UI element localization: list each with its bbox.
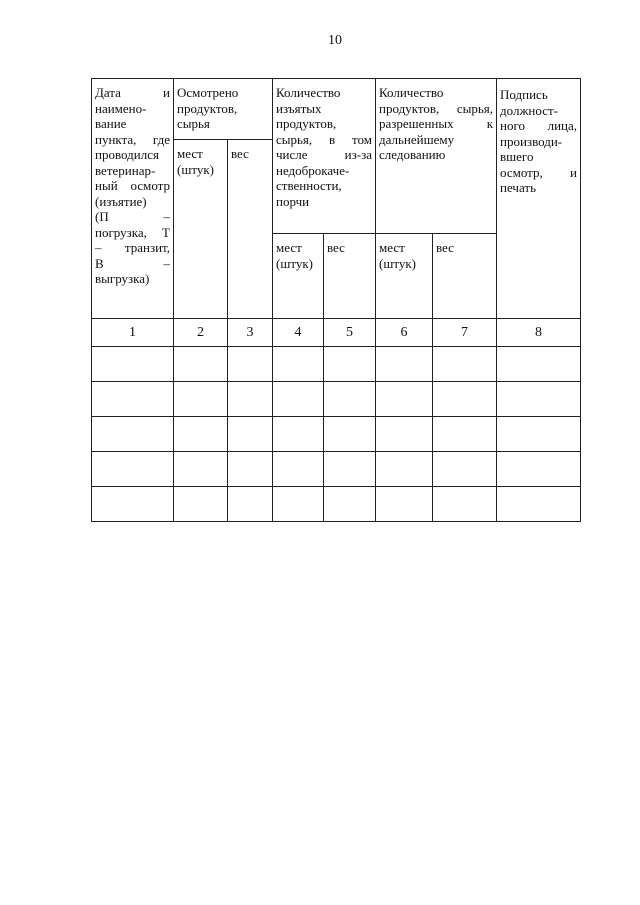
inspection-table — [91, 78, 581, 522]
header-date-place-line: (изъятие) — [95, 193, 147, 209]
column-number: 5 — [324, 319, 376, 347]
table-cell — [174, 347, 228, 382]
column-number: 6 — [376, 319, 433, 347]
page-number: 10 — [328, 33, 342, 48]
header-date-place-line: – транзит, — [95, 240, 170, 255]
header-inspected-weight: вес — [228, 140, 273, 319]
table-cell — [497, 347, 581, 382]
table-cell — [92, 452, 174, 487]
header-inspected-places: мест (штук) — [174, 140, 228, 319]
table-cell — [433, 452, 497, 487]
table-cell — [497, 452, 581, 487]
table-cell — [228, 347, 273, 382]
header-allowed-places: мест (штук) — [376, 234, 433, 319]
column-number: 1 — [92, 319, 174, 347]
header-allowed-weight: вес — [433, 234, 497, 319]
header-date-place-line: пункта, где — [95, 131, 170, 147]
header-seized-places: мест (штук) — [273, 234, 324, 319]
table-cell — [92, 347, 174, 382]
header-seized-weight: вес — [324, 234, 376, 319]
column-number: 7 — [433, 319, 497, 347]
header-date-place-line: В – — [95, 255, 170, 271]
table-cell — [273, 347, 324, 382]
table-row — [92, 382, 581, 417]
table-cell — [433, 487, 497, 522]
table-cell — [324, 382, 376, 417]
table-cell — [174, 452, 228, 487]
header-allowed: Количество продуктов, сырья, разрешенных к дальнейшему следованию — [376, 79, 497, 234]
header-signature: Подпись должност-ного лица, производи-вшего осмотр, и печать — [497, 79, 581, 319]
table-row — [92, 487, 581, 522]
table-cell — [376, 382, 433, 417]
table-cell — [376, 417, 433, 452]
column-number: 2 — [174, 319, 228, 347]
table-row — [92, 452, 581, 487]
header-date-place-text — [95, 85, 170, 287]
table-cell — [273, 487, 324, 522]
table-cell — [376, 452, 433, 487]
table-cell — [92, 487, 174, 522]
table-cell — [324, 347, 376, 382]
table-row — [92, 347, 581, 382]
table-cell — [497, 382, 581, 417]
header-date-place-line: Дата и — [95, 85, 170, 100]
table-cell — [273, 417, 324, 452]
column-number: 4 — [273, 319, 324, 347]
table-cell — [273, 452, 324, 487]
header-date-place-line: ный осмотр — [95, 178, 170, 193]
header-row-top — [92, 79, 581, 140]
table-cell — [433, 347, 497, 382]
table-cell — [433, 417, 497, 452]
table-cell — [324, 452, 376, 487]
header-inspected: Осмотрено продуктов, сырья — [174, 79, 273, 140]
table-cell — [497, 487, 581, 522]
column-number: 3 — [228, 319, 273, 347]
table-cell — [324, 417, 376, 452]
table-cell — [228, 382, 273, 417]
header-date-place — [92, 79, 174, 319]
header-date-place-line: (П – — [95, 209, 170, 224]
header-date-place-line: проводился — [95, 147, 159, 162]
header-date-place-line: вание — [95, 116, 127, 131]
column-number-row — [92, 319, 581, 347]
header-seized: Количество изъятых продуктов, сырья, в том числе из-за недоброкаче-ственности, порчи — [273, 79, 376, 234]
table-cell — [324, 487, 376, 522]
header-date-place-line: наимено- — [95, 100, 147, 116]
table-row — [92, 417, 581, 452]
table-cell — [228, 487, 273, 522]
table-cell — [376, 347, 433, 382]
table-cell — [376, 487, 433, 522]
column-number: 8 — [497, 319, 581, 347]
table-cell — [174, 487, 228, 522]
table-cell — [228, 452, 273, 487]
header-date-place-line: выгрузка) — [95, 271, 150, 286]
table-cell — [497, 417, 581, 452]
table-cell — [92, 382, 174, 417]
header-date-place-line: ветеринар- — [95, 162, 156, 178]
table-cell — [174, 417, 228, 452]
table-cell — [174, 382, 228, 417]
header-date-place-line: погрузка, Т — [95, 224, 170, 240]
table-cell — [92, 417, 174, 452]
table-cell — [273, 382, 324, 417]
table-cell — [228, 417, 273, 452]
table-cell — [433, 382, 497, 417]
